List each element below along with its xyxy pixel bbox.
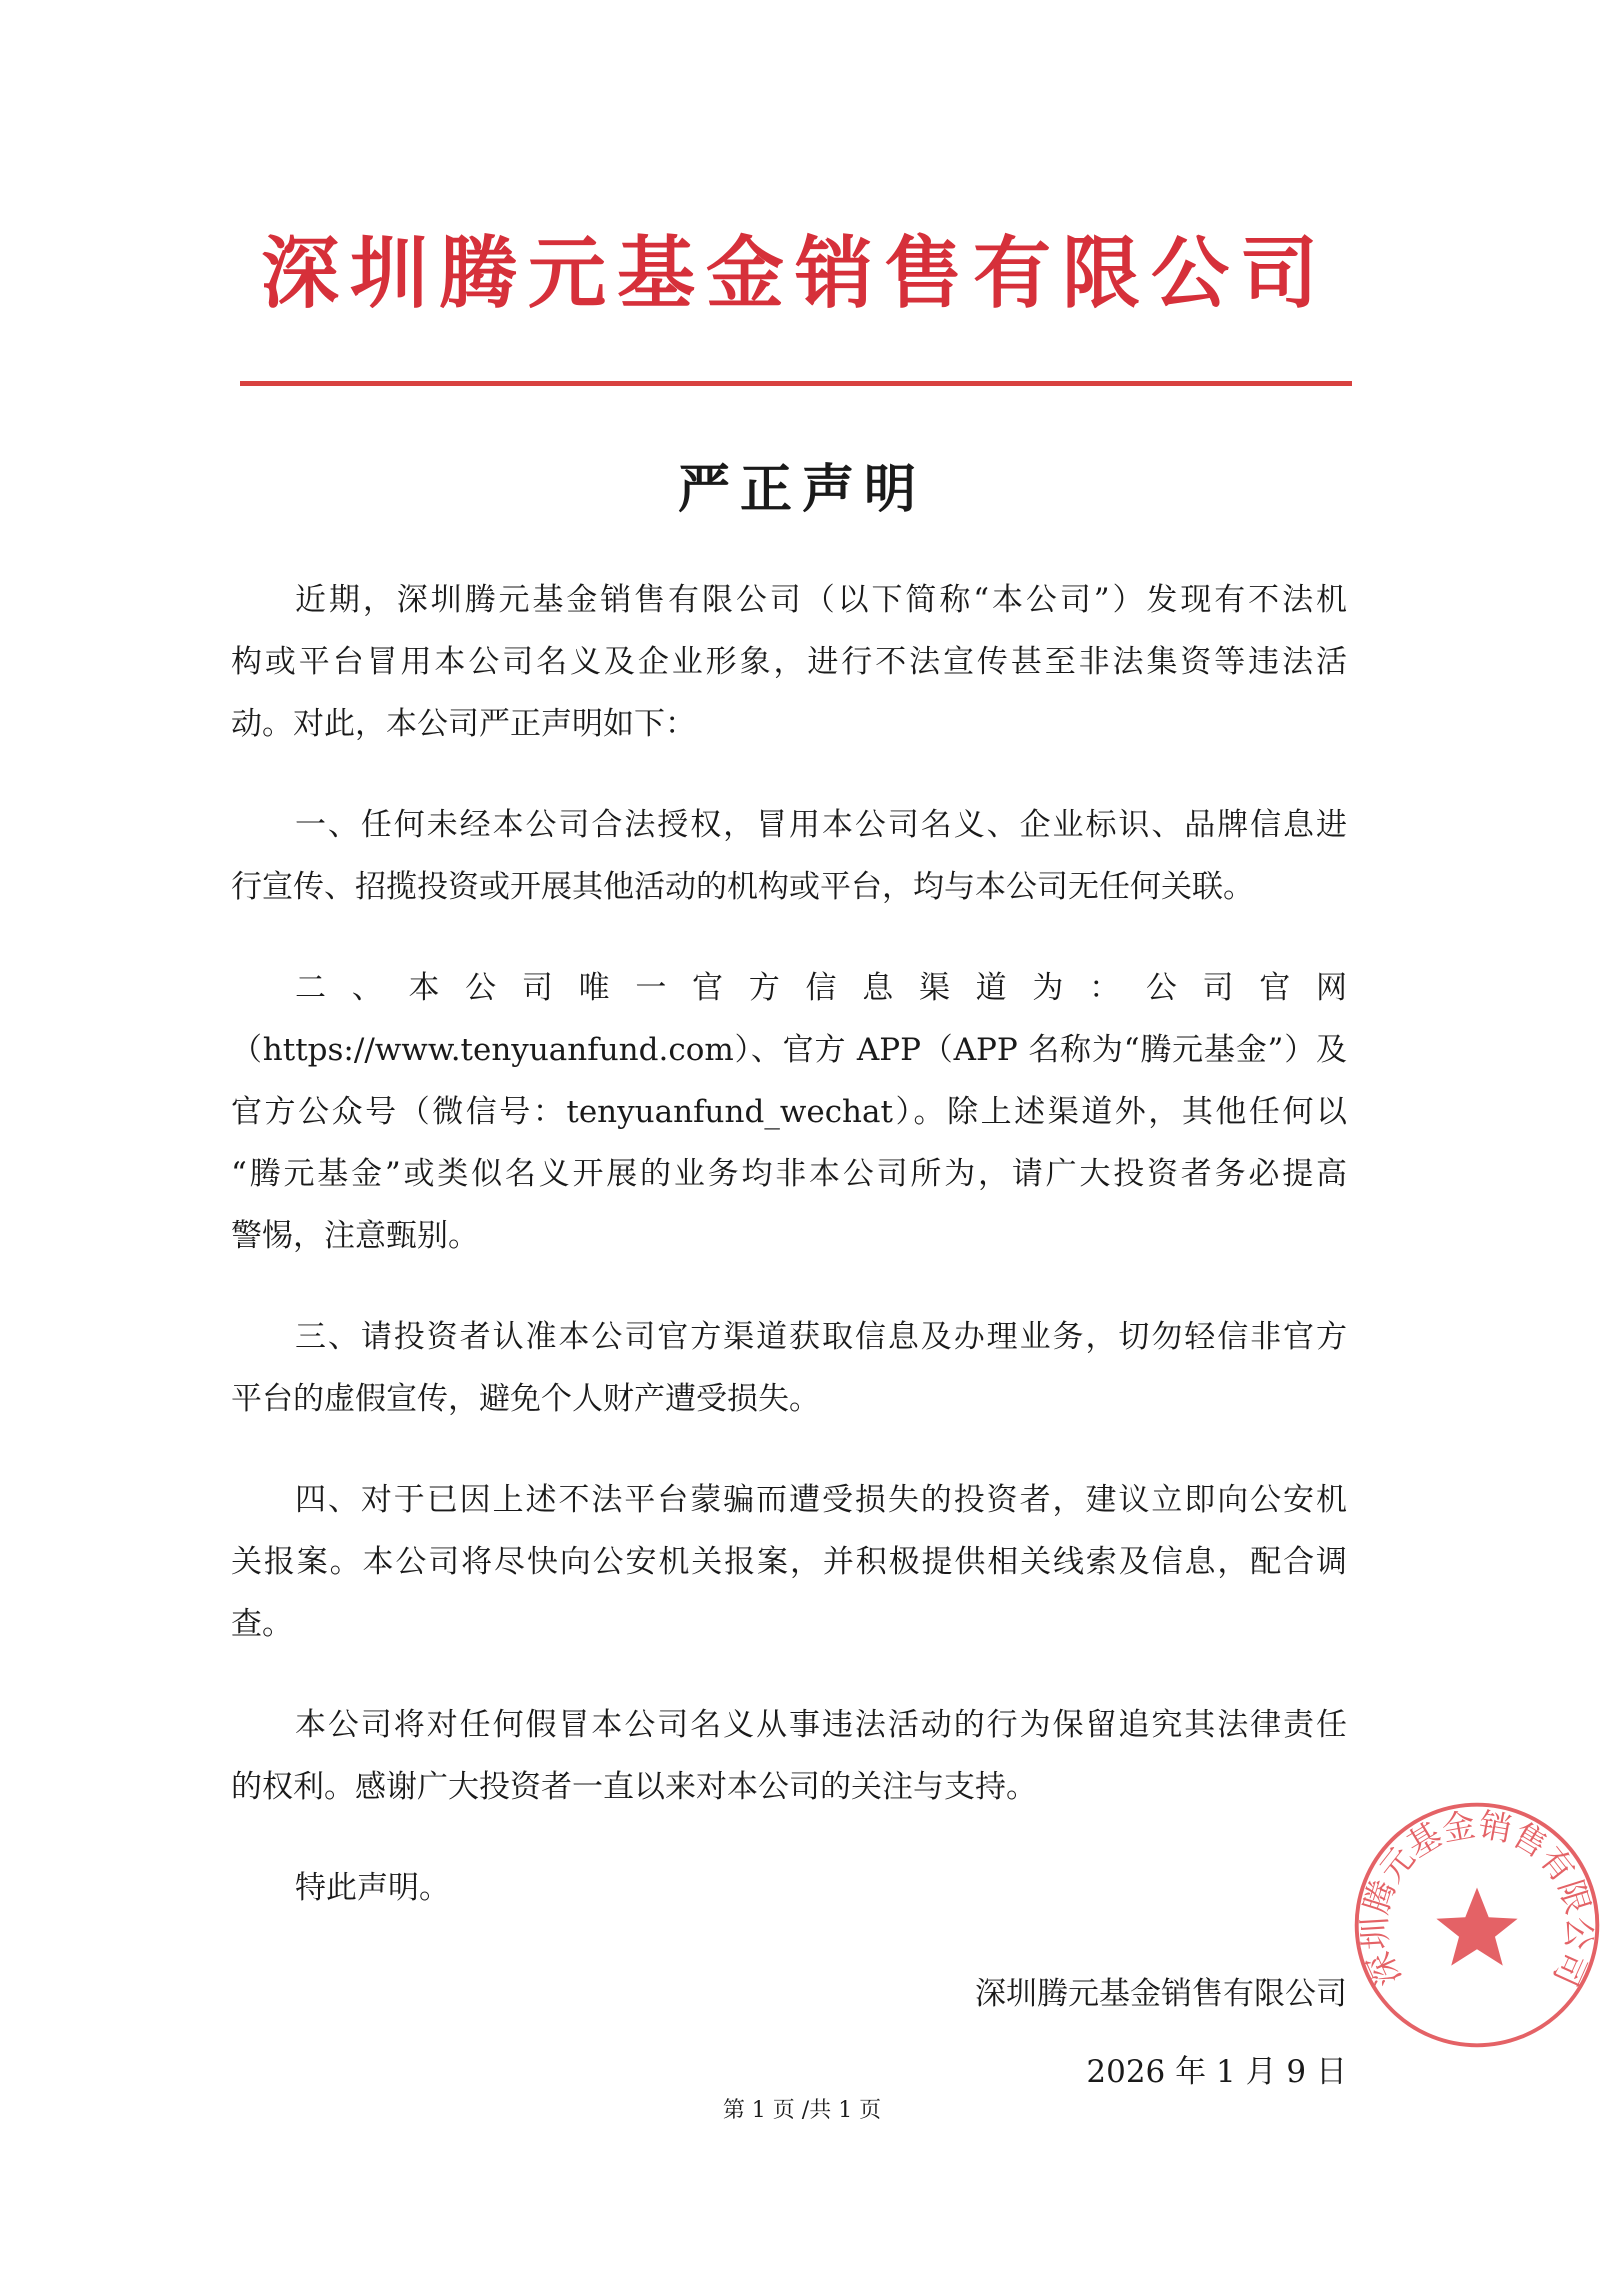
text-line: “腾元基金”或类似名义开展的业务均非本公司所为，请广大投资者务必提高 bbox=[231, 1156, 1347, 1192]
signature-date: 2026 年 1 月 9 日 bbox=[1086, 2054, 1347, 2090]
text-line: 近期，深圳腾元基金销售有限公司（以下简称“本公司”）发现有不法机 bbox=[295, 582, 1347, 618]
paragraph bbox=[231, 794, 1347, 918]
text-line: 官方公众号（微信号：tenyuanfund_wechat）。除上述渠道外，其他任何以 bbox=[231, 1094, 1347, 1130]
signature-company: 深圳腾元基金销售有限公司 bbox=[975, 1976, 1347, 2012]
document-title: 严正声明 bbox=[677, 459, 926, 520]
company-letterhead: 深圳腾元基金销售有限公司 bbox=[260, 229, 1329, 319]
text-line: 特此声明。 bbox=[295, 1870, 450, 1906]
text-line: 关报案。本公司将尽快向公安机关报案，并积极提供相关线索及信息，配合调 bbox=[231, 1544, 1347, 1580]
text-line: （https://www.tenyuanfund.com）、官方 APP（APP 名称为“腾元基金”）及 bbox=[231, 1032, 1347, 1068]
text-line: 平台的虚假宣传，避免个人财产遭受损失。 bbox=[231, 1381, 820, 1417]
star-icon bbox=[1436, 1888, 1517, 1966]
letterhead-divider bbox=[240, 381, 1352, 386]
text-line: 行宣传、招揽投资或开展其他活动的机构或平台，均与本公司无任何关联。 bbox=[231, 869, 1254, 905]
paragraph bbox=[231, 569, 1347, 755]
text-line: 本公司将对任何假冒本公司名义从事违法活动的行为保留追究其法律责任 bbox=[295, 1707, 1347, 1743]
paragraph bbox=[231, 1857, 1347, 1919]
seal-text: 深圳腾元基金销售有限公司 bbox=[1355, 1805, 1599, 1992]
paragraph bbox=[231, 1469, 1347, 1655]
paragraph bbox=[231, 1694, 1347, 1818]
company-seal bbox=[1352, 1800, 1602, 2050]
document-body bbox=[231, 569, 1347, 1958]
text-line: 一、任何未经本公司合法授权，冒用本公司名义、企业标识、品牌信息进 bbox=[295, 807, 1347, 843]
paragraph bbox=[231, 957, 1347, 1267]
text-line: 四、对于已因上述不法平台蒙骗而遭受损失的投资者，建议立即向公安机 bbox=[295, 1482, 1347, 1518]
text-line: 的权利。感谢广大投资者一直以来对本公司的关注与支持。 bbox=[231, 1769, 1037, 1805]
text-line: 警惕，注意甄别。 bbox=[231, 1218, 479, 1254]
text-line: 二、本公司唯一官方信息渠道为：公司官网 bbox=[295, 970, 1347, 1006]
text-line: 动。对此，本公司严正声明如下： bbox=[231, 706, 696, 742]
text-line: 查。 bbox=[231, 1606, 293, 1642]
page-footer: 第 1 页 /共 1 页 bbox=[722, 2098, 882, 2123]
text-line: 构或平台冒用本公司名义及企业形象，进行不法宣传甚至非法集资等违法活 bbox=[231, 644, 1347, 680]
text-line: 三、请投资者认准本公司官方渠道获取信息及办理业务，切勿轻信非官方 bbox=[295, 1319, 1347, 1355]
paragraph bbox=[231, 1306, 1347, 1430]
